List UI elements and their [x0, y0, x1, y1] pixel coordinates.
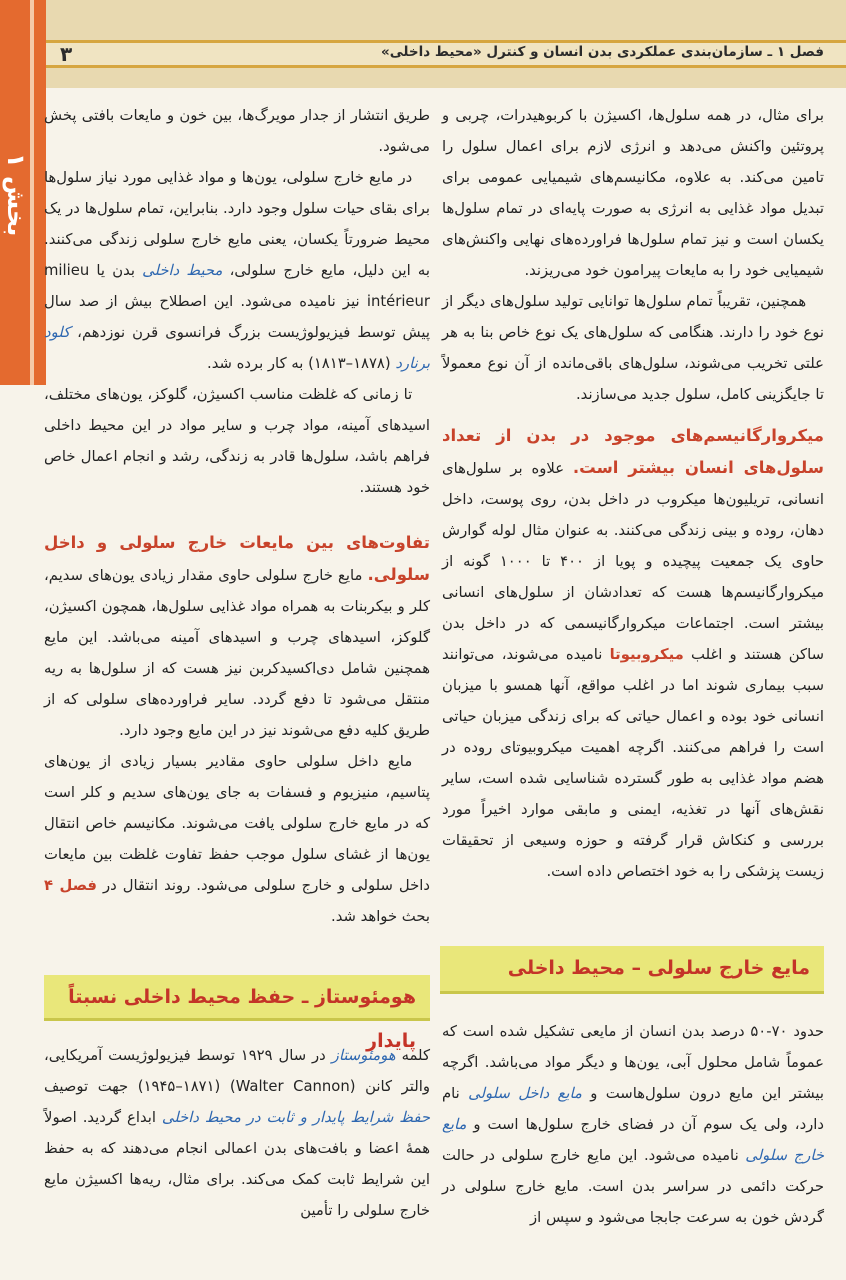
paragraph-text: نامیده می‌شوند، می‌توانند سبب بیماری شوند اما در اغلب مواقع، آنها همسو با میزبان انسانی خود بوده و اعمال حیاتی که برای زندگی میزبان حیاتی است را فراهم می‌کنند. اگرچه اهمیت میکروبیوتای روده در هضم مواد غذایی به طور گسترده شناسایی شده است، سایر نقش‌های آنها در تغذیه، ایمنی و مابقی موارد اخیراً مورد بررسی و کنکاش قرار گرفته و حوزه وسیعی از تحقیقات زیست پزشکی را به خود اختصاص داده است. [442, 646, 824, 880]
side-tab-stripe [30, 0, 34, 385]
paragraph [44, 746, 430, 932]
paragraph-text: همچنین، تقریباً تمام سلول‌ها توانایی تولید سلول‌های دیگر از نوع خود را دارند. هنگامی که سلول‌های یک نوع خاص بنا به هر علتی تخریب می‌شوند، سلول‌های باقی‌مانده از آن نوع معمولاً تا جایگزینی کامل، سلول جدید می‌سازند. [442, 293, 824, 403]
paragraph-text: مایع خارج سلولی حاوی مقدار زیادی یون‌های سدیم، کلر و بیکربنات به همراه مواد غذایی سلول‌ها، همچون اکسیژن، گلوکز، اسیدهای چرب و اسیدهای آمینه می‌باشد. این مایع همچنین شامل دی‌اکسیدکربن نیز هست که از سلول‌ها به ریه منتقل می‌شود تا دفع گردد. سایر فراورده‌های سلولی که از طریق کلیه دفع می‌شوند نیز در این مایع وجود دارد. [44, 567, 430, 739]
paragraph-text: در سال ۱۹۲۹ توسط فیزیولوژیست آمریکایی، والتر کانن (Walter Cannon) (۱۹۴۵–۱۸۷۱) جهت توصیف [44, 1047, 430, 1095]
paragraph-text: مایع داخل سلولی حاوی مقادیر بسیار زیادی از یون‌های پتاسیم، منیزیوم و فسفات به جای یون‌های سدیم و کلر است که در مایع خارج سلولی یافت می‌شوند. مکانیسم خاص انتقال یون‌ها از غشای سلول موجب حفظ تفاوت غلظت بین مایعات داخل سلولی و خارج سلولی می‌شود. روند انتقال در [44, 753, 430, 894]
paragraph [442, 286, 824, 410]
paragraph-heading: تفاوت‌های بین مایعات خارج سلولی و داخل سلولی. [44, 533, 430, 584]
chapter-title: فصل ۱ ـ سازمان‌بندی عملکردی بدن انسان و کنترل «محیط داخلی» [381, 44, 824, 60]
key-term: مایع خارج سلولی [442, 1116, 824, 1164]
key-term: محیط داخلی [142, 262, 223, 279]
key-term: میکروبیوتا [609, 646, 684, 663]
paragraph-text: نامیده می‌شود. این مایع خارج سلولی در حالت حرکت دائمی در سراسر بدن است. مایع خارج سلولی در گردش خون به سرعت جابجا می‌شود و سپس از [442, 1147, 824, 1226]
chapter-link[interactable]: فصل ۴ [44, 877, 97, 894]
key-term: مایع داخل سلولی [468, 1085, 582, 1102]
paragraph [442, 420, 824, 887]
paragraph-text: ابداع گردید. اصولاً همهٔ اعضا و بافت‌های بدن اعمالی انجام می‌دهند که به حفظ این شرایط ثابت کمک می‌کند. برای مثال، ریه‌ها اکسیژن مایع خارج سلولی را تأمین [44, 1109, 430, 1219]
paragraph-text: کلمه [395, 1047, 431, 1064]
paragraph: طریق انتشار از جدار مویرگ‌ها، بین خون و مایعات بافتی پخش می‌شود. [44, 107, 430, 155]
left-column [44, 100, 430, 932]
key-term: حفظ شرایط پایدار و ثابت در محیط داخلی [161, 1109, 430, 1126]
paragraph [442, 1016, 824, 1233]
person-name: کلود برنارد [44, 324, 430, 372]
page-number: ۳ [60, 42, 73, 66]
paragraph: برای مثال، در همه سلول‌ها، اکسیژن با کربوهیدرات، چربی و پروتئین واکنش می‌دهد و انرژی لازم برای اعمال سلول را تامین می‌کند. به علاوه، مکانیسم‌های شیمیایی عمومی برای تبدیل مواد غذایی به انرژی به صورت پایه‌ای در تمام سلول‌ها یکسان است و نیز تمام سلول‌ها فراورده‌های نهایی واکنش‌های شیمیایی خود را به مایعات پیرامون خود می‌ریزند. [442, 107, 824, 279]
paragraph-text: (۱۸۷۸–۱۸۱۳) به کار برده شد. [207, 355, 396, 372]
paragraph [44, 162, 430, 379]
paragraph: تا زمانی که غلظت مناسب اکسیژن، گلوکز، یون‌های مختلف، اسیدهای آمینه، مواد چرب و سایر مواد در این محیط داخلی فراهم باشد، سلول‌ها قادر به زندگی، رشد و انجام اعمال خاص خود هستند. [44, 386, 430, 496]
left-column-lower [44, 1040, 430, 1226]
paragraph [44, 527, 430, 746]
section-heading-box: هومئوستاز ـ حفظ محیط داخلی نسبتاً پایدار [44, 975, 430, 1021]
paragraph-text: بحث خواهد شد. [331, 908, 430, 925]
paragraph-text: نام دارد، ولی یک سوم آن در فضای خارج سلول‌ها است و [442, 1085, 824, 1133]
right-column-lower [442, 1016, 824, 1233]
paragraph-text: علاوه بر سلول‌های انسانی، تریلیون‌ها میکروب در داخل بدن، روی پوست، داخل دهان، روده و بینی زندگی می‌کنند. به عنوان مثال لوله گوارش حاوی یک جمعیت پیچیده و پویا از ۴۰۰ تا ۱۰۰۰ گونه از میکروارگانیسم‌ها هست که تعدادشان از سلول‌های انسانی بیشتر است. اجتماعات میکروارگانیسمی که در داخل بدن ساکن هستند و اغلب [442, 460, 825, 663]
right-column [442, 100, 824, 887]
section-heading-box: مایع خارج سلولی – محیط داخلی [440, 946, 824, 994]
paragraph-text: حدود ۷۰-۵۰ درصد بدن انسان از مایعی تشکیل شده است که عموماً شامل محلول آبی، یون‌ها و دیگر مواد می‌باشد. اگرچه بیشتر این مایع درون سلول‌هاست و [442, 1023, 825, 1102]
key-term: هومئوستاز [331, 1047, 396, 1064]
section-side-tab [0, 0, 46, 385]
paragraph-text: در مایع خارج سلولی، یون‌ها و مواد غذایی مورد نیاز سلول‌ها برای بقای حیات سلول وجود دارد. بنابراین، تمام سلول‌ها در یک محیط ضرورتاً یکسان، یعنی مایع خارج سلولی زندگی می‌کنند. به این دلیل، مایع خارج سلولی، [44, 169, 430, 279]
paragraph [44, 1040, 430, 1226]
paragraph-heading: میکروارگانیسم‌های موجود در بدن از تعداد سلول‌های انسان بیشتر است. [442, 426, 824, 477]
paragraph-text: بدن یا milieu intérieur نیز نامیده می‌شود. این اصطلاح بیش از صد سال پیش توسط فیزیولوژیست بزرگ فرانسوی قرن نوزدهم، [44, 262, 430, 341]
section-label: بخش ۱ [2, 153, 30, 237]
